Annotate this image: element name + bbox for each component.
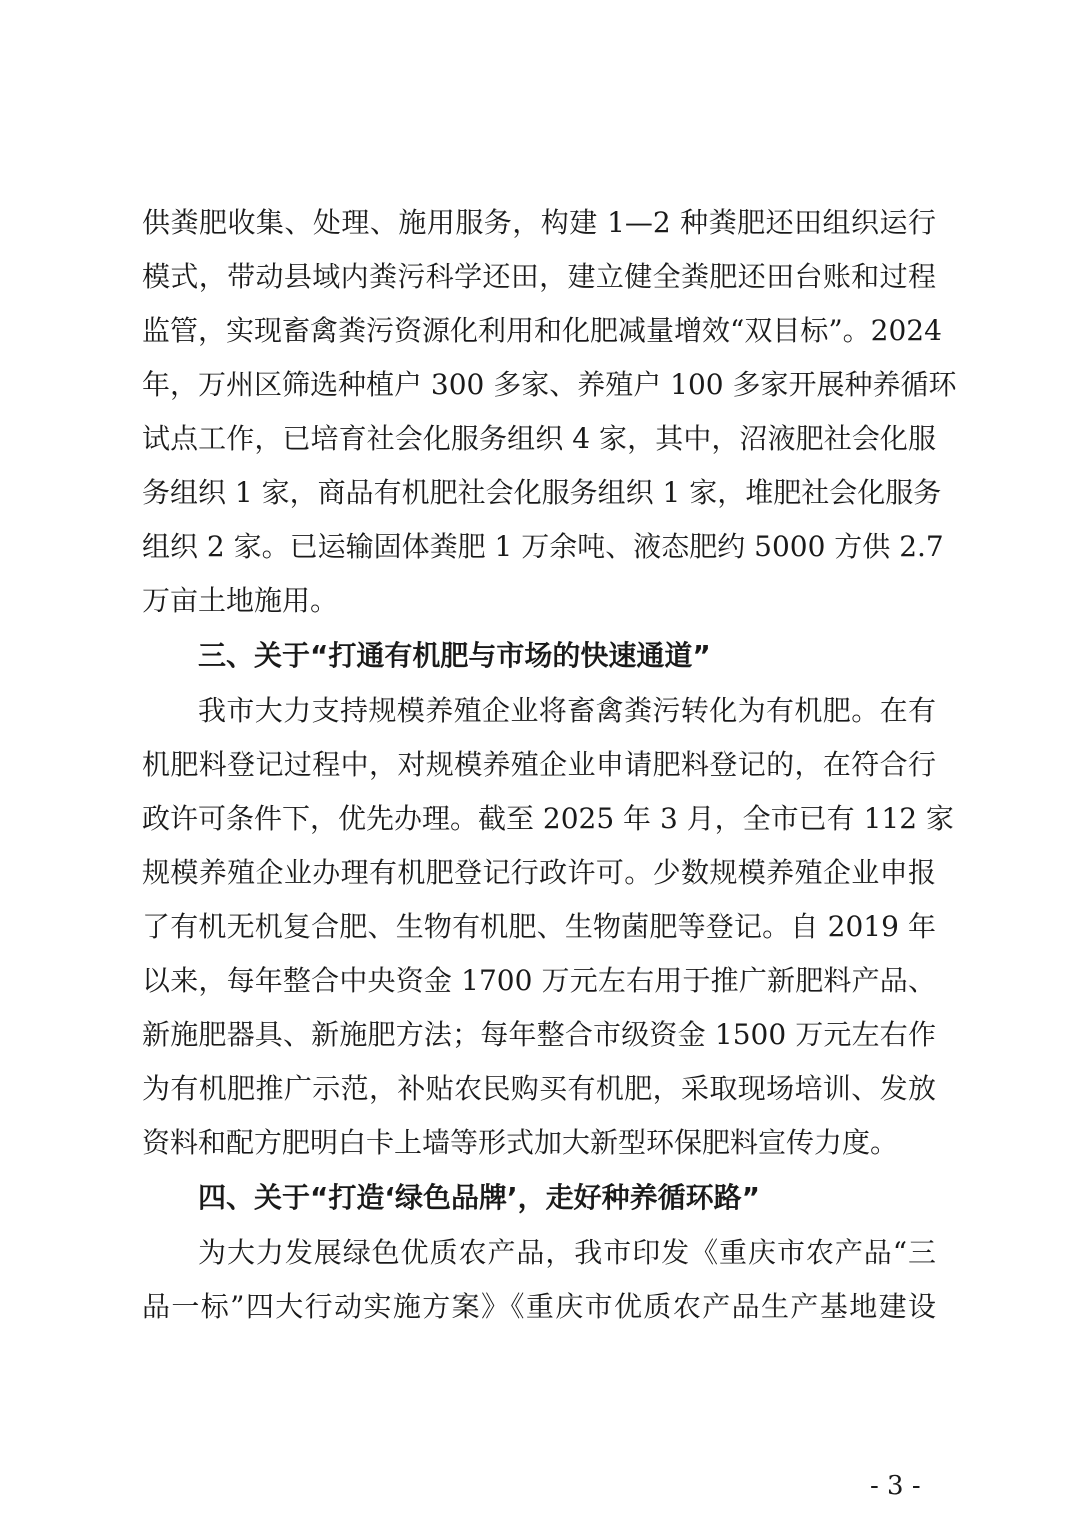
text-line: 为大力发展绿色优质农产品，我市印发《重庆市农产品“三	[198, 1236, 936, 1269]
text-line: 监管，实现畜禽粪污资源化利用和化肥减量增效“双目标”。2024	[142, 314, 942, 347]
paragraph-1	[142, 196, 957, 628]
text-line: 组织 2 家。已运输固体粪肥 1 万余吨、液态肥约 5000 方供 2.7	[142, 530, 944, 563]
text-line: 以来，每年整合中央资金 1700 万元左右用于推广新肥料产品、	[142, 964, 936, 997]
text-line: 务组织 1 家，商品有机肥社会化服务组织 1 家，堆肥社会化服务	[142, 476, 942, 509]
text-line: 我市大力支持规模养殖企业将畜禽粪污转化为有机肥。在有	[198, 694, 936, 727]
text-line: 规模养殖企业办理有机肥登记行政许可。少数规模养殖企业申报	[142, 856, 936, 889]
text-line: 模式，带动县域内粪污科学还田，建立健全粪肥还田台账和过程	[142, 260, 936, 293]
text-line: 年，万州区筛选种植户 300 多家、养殖户 100 多家开展种养循环	[142, 368, 957, 401]
text-line: 了有机无机复合肥、生物有机肥、生物菌肥等登记。自 2019 年	[142, 910, 936, 943]
text-line: 为有机肥推广示范，补贴农民购买有机肥，采取现场培训、发放	[142, 1072, 936, 1105]
section-heading-3: 三、关于“打通有机肥与市场的快速通道”	[198, 639, 711, 672]
body-text	[142, 196, 957, 1334]
text-line: 试点工作，已培育社会化服务组织 4 家，其中，沼液肥社会化服	[142, 422, 936, 455]
section-heading-4: 四、关于“打造‘绿色品牌’，走好种养循环路”	[198, 1181, 761, 1214]
text-line: 资料和配方肥明白卡上墙等形式加大新型环保肥料宣传力度。	[142, 1126, 899, 1159]
paragraph-2	[142, 684, 954, 1170]
text-line: 品一标”四大行动实施方案》《重庆市优质农产品生产基地建设	[142, 1290, 936, 1323]
text-line: 机肥料登记过程中，对规模养殖企业申请肥料登记的，在符合行	[142, 748, 936, 781]
text-line: 政许可条件下，优先办理。截至 2025 年 3 月，全市已有 112 家	[142, 802, 954, 835]
paragraph-3	[142, 1226, 936, 1334]
text-line: 供粪肥收集、处理、施用服务，构建 1—2 种粪肥还田组织运行	[142, 206, 936, 239]
page-number: - 3 -	[870, 1471, 921, 1501]
text-line: 万亩土地施用。	[142, 584, 339, 617]
text-line: 新施肥器具、新施肥方法；每年整合市级资金 1500 万元左右作	[142, 1018, 936, 1051]
